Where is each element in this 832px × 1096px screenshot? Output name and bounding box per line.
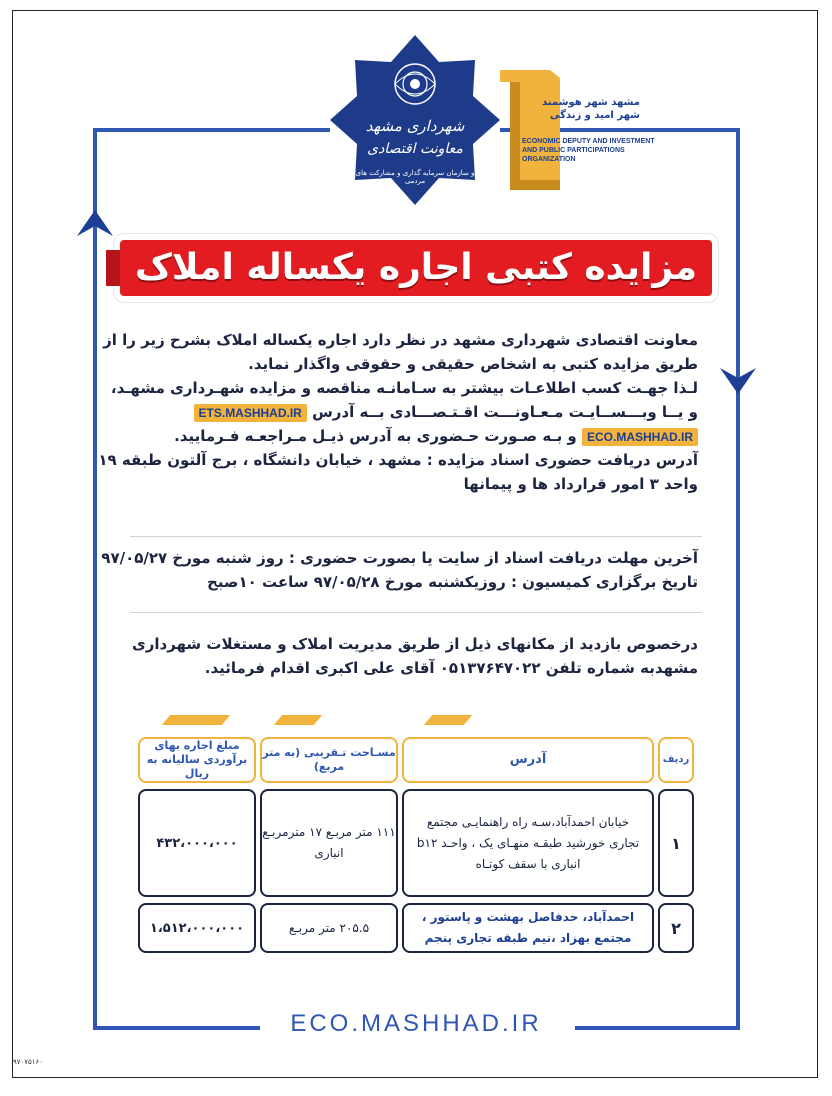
divider bbox=[130, 536, 702, 537]
visit-line: درخصوص بازدید از مکانهای ذیل از طریق مدیریت املاک و مستغلات شهرداری bbox=[131, 635, 698, 653]
brand-slogan bbox=[520, 96, 640, 122]
row1-price: ۴۳۲،۰۰۰،۰۰۰ bbox=[138, 789, 256, 897]
footer-website-link[interactable]: ECO.MASHHAD.IR bbox=[290, 1010, 542, 1037]
intro-line: طریق مزایده کتبی به اشخاص حقیقی و حقوقی واگذار نماید. bbox=[248, 355, 698, 373]
row2-area: ۲۰۵.۵ متر مربـع bbox=[260, 903, 398, 953]
row1-address: خیابان احمدآباد،سـه راه راهنمایـی مجتمع تجاری خورشید طبقـه منهـای یک ، واحـد b۱۲ انباری با سقف کوتـاه bbox=[402, 789, 654, 897]
emblem-icon bbox=[385, 59, 445, 109]
header-tab-decoration bbox=[424, 715, 472, 725]
brand-name-en: ECONOMIC DEPUTY AND INVESTMENT AND PUBLIC PARTICIPATIONS ORGANIZATION bbox=[522, 138, 655, 163]
intro-line bbox=[134, 424, 698, 448]
deadline-line: تاریخ برگزاری کمیسیون : روزیکشنبه مورخ ۹۷/۰۵/۲۸ ساعت ۱۰صبح bbox=[207, 573, 698, 591]
header-price: مبلغ اجاره بهای برآوردی سالیانه به ریال bbox=[138, 737, 256, 783]
intro-line: معاونت اقتصادی شهرداری مشهد در نظر دارد اجاره یکساله املاک بشرح زیر را از bbox=[103, 331, 698, 349]
header-tab-decoration bbox=[162, 715, 230, 725]
intro-line: آدرس دریافت حضوری اسناد مزایده : مشهد ، خیابان دانشگاه ، برج آلتون طبقه ۱۹ bbox=[98, 451, 698, 469]
header-row-number: ردیف bbox=[658, 737, 694, 783]
municipality-logo bbox=[330, 35, 500, 205]
header-tab-decoration bbox=[274, 715, 322, 725]
row1-area: ۱۱۱ متر مربـع ۱۷ مترمربـع انباری bbox=[260, 789, 398, 897]
row2-address: احمدآباد، حدفاصل بهشت و پاستور ، مجتمع بهزاد ،نیم طبقه تجاری پنجم bbox=[402, 903, 654, 953]
row1-number: ۱ bbox=[658, 789, 694, 897]
visit-paragraph bbox=[131, 632, 698, 680]
brand-slogan-line2: شهر امید و زندگی bbox=[549, 110, 640, 121]
visit-line: مشهدبه شماره تلفن ۰۵۱۳۷۶۴۷۰۲۲ آقای علی اکبری اقدام فرمائید. bbox=[204, 659, 698, 677]
divider bbox=[130, 612, 702, 613]
title-banner bbox=[120, 240, 712, 296]
header-address: آدرس bbox=[402, 737, 654, 783]
eco-site-link[interactable]: ECO.MASHHAD.IR bbox=[582, 428, 698, 446]
header-area: مسـاحت تـقریبی (به متر مربع) bbox=[260, 737, 398, 783]
brand-block-icon bbox=[500, 70, 560, 190]
deadline-line: آخرین مهلت دریافت اسناد از سایت یا بصورت حضوری : روز شنبه مورخ ۹۷/۰۵/۲۷ bbox=[101, 549, 698, 567]
row2-number: ۲ bbox=[658, 903, 694, 953]
page-title: مزایده کتبی اجاره یکساله املاک bbox=[134, 247, 698, 288]
intro-line: واحد ۳ امور قرارداد ها و پیمانها bbox=[463, 475, 698, 493]
ad-code: ۹۷۰۷۵۱۶۰ bbox=[13, 1058, 44, 1066]
intro-line-text: و بـه صـورت حـضوری به آدرس ذیـل مـراجعـه فـرمایید. bbox=[174, 427, 577, 445]
brand-slogan-line1: مشهد شهر هوشمند bbox=[542, 97, 640, 108]
logo-department: معاونت اقتصادی bbox=[367, 141, 463, 157]
ets-site-link[interactable]: ETS.MASHHAD.IR bbox=[194, 404, 307, 422]
logo-city-name: شهرداری مشهد bbox=[365, 117, 465, 135]
intro-line-text: و یــا وبـــســایـت مـعـاونـــت اقـتـصـــادی بــه آدرس bbox=[312, 403, 698, 421]
intro-line bbox=[134, 400, 698, 424]
logo-organization: و سازمان سرمایه گذاری و مشارکت های مردمی bbox=[355, 169, 475, 185]
row2-price: ۱،۵۱۲،۰۰۰،۰۰۰ bbox=[138, 903, 256, 953]
intro-paragraph bbox=[98, 328, 698, 496]
intro-line: لـذا جهـت کسب اطلاعـات بیشتر به سـامانـه مناقصه و مزایده شهـرداری مشهـد، bbox=[110, 379, 698, 397]
deadlines-paragraph bbox=[101, 546, 698, 594]
